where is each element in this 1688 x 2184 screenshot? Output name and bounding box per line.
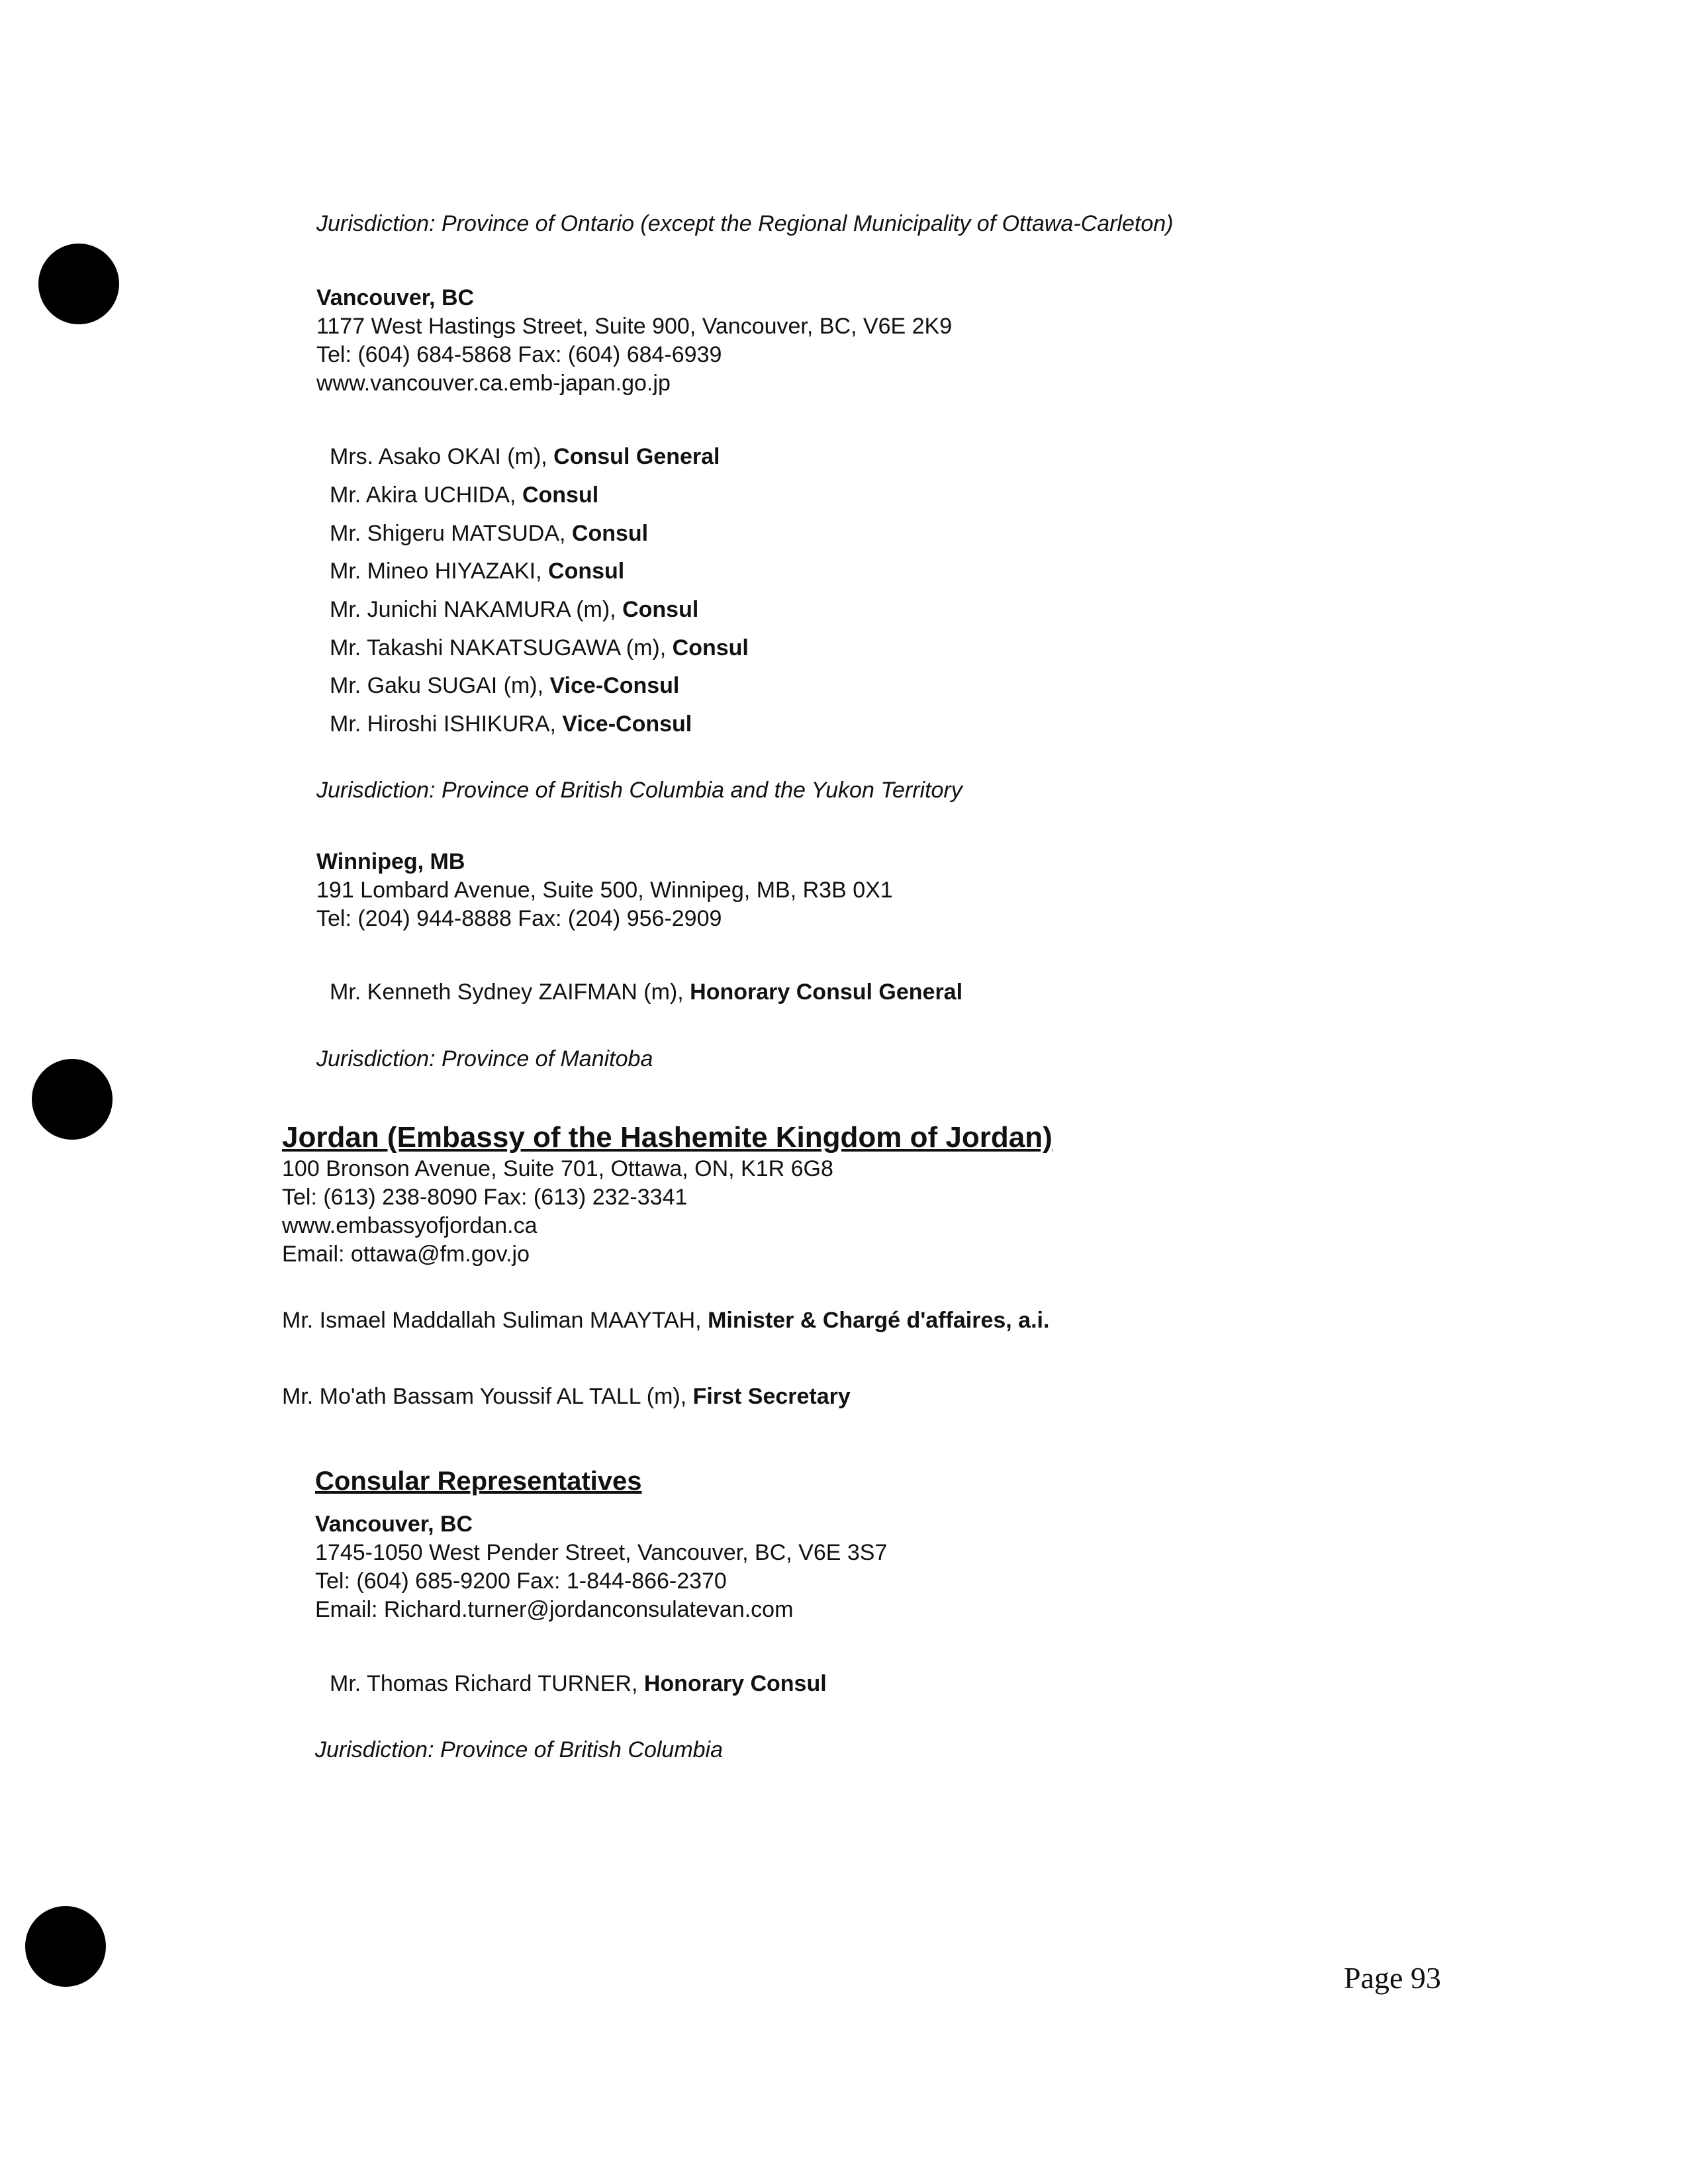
staff-entry bbox=[330, 596, 698, 623]
toronto-jurisdiction: Jurisdiction: Province of Ontario (except the Regional Municipality of Ottawa-Carleton) bbox=[316, 211, 1174, 236]
jordan-email[interactable]: Email: ottawa@fm.gov.jo bbox=[282, 1242, 530, 1267]
staff-entry bbox=[330, 635, 749, 661]
jordan-website[interactable]: www.embassyofjordan.ca bbox=[282, 1213, 538, 1238]
jordan-vancouver-city: Vancouver, BC bbox=[315, 1512, 473, 1537]
japan-winnipeg-phone: Tel: (204) 944-8888 Fax: (204) 956-2909 bbox=[316, 906, 722, 931]
staff-entry bbox=[282, 1383, 851, 1410]
staff-title: Honorary Consul General bbox=[690, 979, 963, 1005]
japan-winnipeg-address: 191 Lombard Avenue, Suite 500, Winnipeg, MB, R3B 0X1 bbox=[316, 878, 893, 903]
japan-vancouver-website[interactable]: www.vancouver.ca.emb-japan.go.jp bbox=[316, 371, 671, 396]
japan-vancouver-jurisdiction: Jurisdiction: Province of British Columbia and the Yukon Territory bbox=[316, 778, 962, 803]
staff-title: Consul General bbox=[553, 444, 720, 469]
staff-name: Mr. Mineo HIYAZAKI, bbox=[330, 559, 549, 584]
staff-title: Consul bbox=[622, 597, 699, 622]
staff-title: Consul bbox=[672, 635, 749, 660]
staff-entry bbox=[330, 520, 648, 547]
japan-vancouver-city: Vancouver, BC bbox=[316, 285, 475, 310]
japan-winnipeg-city: Winnipeg, MB bbox=[316, 849, 465, 874]
staff-name: Mr. Kenneth Sydney ZAIFMAN (m), bbox=[330, 979, 690, 1005]
staff-name: Mrs. Asako OKAI (m), bbox=[330, 444, 554, 469]
jordan-vancouver-jurisdiction: Jurisdiction: Province of British Columbia bbox=[315, 1737, 724, 1762]
staff-title: Consul bbox=[571, 521, 649, 546]
staff-title: Vice-Consul bbox=[549, 673, 680, 698]
jordan-heading: Jordan (Embassy of the Hashemite Kingdom of Jordan) bbox=[282, 1121, 1053, 1154]
staff-title: Consul bbox=[522, 482, 599, 508]
staff-name: Mr. Ismael Maddallah Suliman MAAYTAH, bbox=[282, 1308, 708, 1333]
staff-name: Mr. Akira UCHIDA, bbox=[330, 482, 522, 508]
staff-entry bbox=[330, 558, 624, 584]
punch-hole-top bbox=[38, 244, 119, 324]
staff-title: Vice-Consul bbox=[562, 711, 692, 737]
japan-winnipeg-jurisdiction: Jurisdiction: Province of Manitoba bbox=[316, 1046, 653, 1071]
staff-title: First Secretary bbox=[692, 1384, 851, 1409]
japan-vancouver-phone: Tel: (604) 684-5868 Fax: (604) 684-6939 bbox=[316, 342, 722, 367]
staff-entry bbox=[330, 672, 679, 699]
jordan-vancouver-address: 1745-1050 West Pender Street, Vancouver, BC, V6E 3S7 bbox=[315, 1540, 888, 1565]
staff-entry bbox=[330, 482, 598, 508]
staff-title: Minister & Chargé d'affaires, a.i. bbox=[708, 1308, 1050, 1333]
staff-entry bbox=[330, 979, 962, 1005]
staff-name: Mr. Mo'ath Bassam Youssif AL TALL (m), bbox=[282, 1384, 693, 1409]
japan-vancouver-address: 1177 West Hastings Street, Suite 900, Vancouver, BC, V6E 2K9 bbox=[316, 314, 953, 339]
jordan-phone: Tel: (613) 238-8090 Fax: (613) 232-3341 bbox=[282, 1185, 688, 1210]
staff-name: Mr. Thomas Richard TURNER, bbox=[330, 1671, 644, 1696]
staff-title: Honorary Consul bbox=[643, 1671, 827, 1696]
jordan-vancouver-phone: Tel: (604) 685-9200 Fax: 1-844-866-2370 bbox=[315, 1569, 727, 1594]
jordan-address: 100 Bronson Avenue, Suite 701, Ottawa, ON, K1R 6G8 bbox=[282, 1156, 833, 1181]
staff-name: Mr. Gaku SUGAI (m), bbox=[330, 673, 550, 698]
staff-entry bbox=[282, 1307, 1049, 1334]
staff-name: Mr. Junichi NAKAMURA (m), bbox=[330, 597, 623, 622]
jordan-vancouver-email[interactable]: Email: Richard.turner@jordanconsulatevan.com bbox=[315, 1597, 794, 1622]
staff-entry bbox=[330, 443, 720, 470]
staff-name: Mr. Shigeru MATSUDA, bbox=[330, 521, 572, 546]
staff-name: Mr. Takashi NAKATSUGAWA (m), bbox=[330, 635, 673, 660]
punch-hole-bottom bbox=[25, 1906, 106, 1987]
staff-name: Mr. Hiroshi ISHIKURA, bbox=[330, 711, 563, 737]
consular-representatives-heading: Consular Representatives bbox=[315, 1467, 642, 1496]
punch-hole-middle bbox=[32, 1059, 113, 1140]
staff-title: Consul bbox=[548, 559, 625, 584]
staff-entry bbox=[330, 1670, 827, 1697]
staff-entry bbox=[330, 711, 692, 737]
page-number: Page 93 bbox=[1344, 1961, 1441, 1995]
